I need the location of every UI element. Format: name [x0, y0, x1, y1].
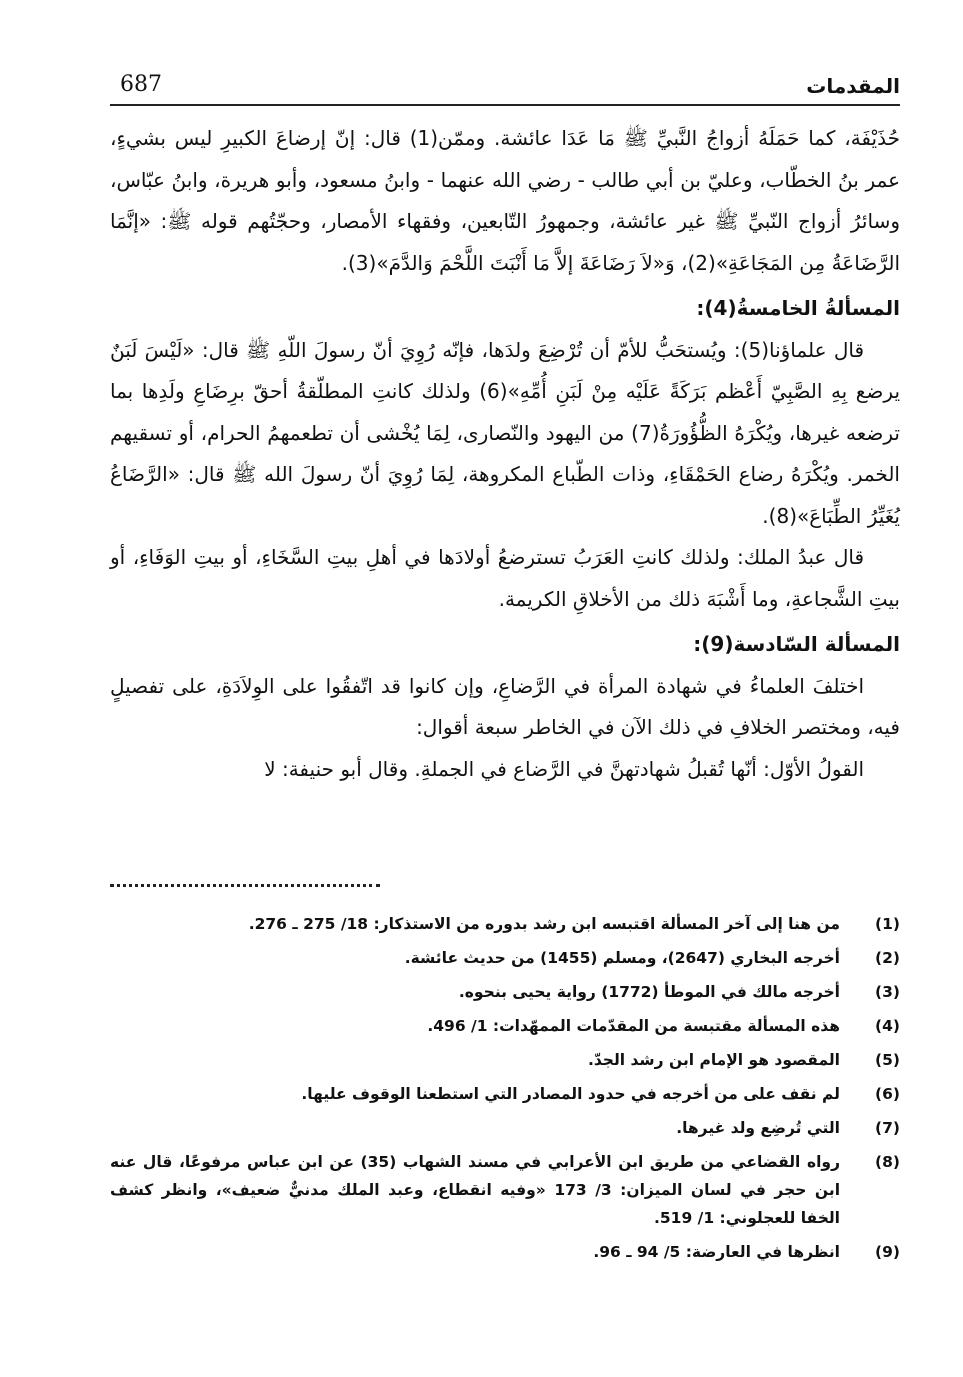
footnote — [110, 978, 900, 1006]
footnote — [110, 910, 900, 938]
footnote-number: (2) — [875, 949, 900, 967]
footnote-number: (4) — [875, 1017, 900, 1035]
footnote-text: هذه المسألة مقتبسة من المقدّمات الممهّدات: 1/ 496. — [427, 1017, 840, 1035]
footnote-text: لم نقف على من أخرجه في حدود المصادر التي استطعنا الوقوف عليها. — [301, 1085, 840, 1103]
footnote — [110, 1148, 900, 1232]
paragraph: اختلفَ العلماءُ في شهادة المرأة في الرَّضاعِ، وإن كانوا قد اتّفقُوا على الوِلاَدَةِ، على تفصيلٍ فيه، ومختصر الخلافِ في ذلك الآن في الخاطر سبعة أقوال: — [110, 673, 900, 739]
footnote-number: (1) — [875, 915, 900, 933]
footnote-number: (5) — [875, 1051, 900, 1069]
paragraph: القولُ الأوّل: أنّها تُقبلُ شهادتهنَّ في الرَّضاع في الجملةِ. وقال أبو حنيفة: لا — [264, 756, 864, 781]
footnote — [110, 944, 900, 972]
footnote — [110, 1114, 900, 1142]
footnotes — [110, 910, 900, 1272]
page-number: 687 — [120, 72, 162, 97]
paragraph: حُذَيْفَة، كما حَمَلَهُ أزواجُ النَّبيِّ ﷺ مَا عَدَا عائشة. وممّن(1) قال: إنّ إرضاعَ الكبيرِ ليس بشيءٍ، عمر بنُ الخطّاب، وعليّ بن أبي طالب - رضي الله عنهما - وابنُ مسعود، وأبو هريرة، وابنُ عبّاس، وسائرُ أزواج النّبيِّ ﷺ غير عائشة، وجمهورُ التّابعين، وفقهاء الأمصار، وحجّتُهم قوله ﷺ: «إنَّمَا الرَّضَاعَةُ مِن المَجَاعَةِ»(2)، وَ«لاَ رَضَاعَةَ إلاَّ مَا أَنْبَتَ اللَّحْمَ وَالدَّمَ»(3). — [110, 126, 900, 275]
page-header — [110, 70, 900, 106]
footnote — [110, 1238, 900, 1266]
paragraph: قال علماؤنا(5): ويُستحَبُّ للأمّ أن تُرْضِعَ ولدَها، فإنّه رُوِيَ أنّ رسولَ اللّهِ ﷺ قال: «لَيْسَ لَبَنٌ يرضع بِهِ الصَّبِيّ أَعْظم بَرَكَةً عَلَيْه مِنْ لَبَنِ أُمِّهِ»(6) ولذلك كانتِ المطلّقةُ أحقّ برِضَاعِ ولَدِها بما ترضعه غيرها، ويُكْرَهُ الظُّؤُورَةُ(7) من اليهود والنّصارى، لِمَا يُخْشى أن تطعمهمُ الحرام، أو تسقيهم الخمر. ويُكْرَهُ رضاع الحَمْقَاءِ، وذات الطّباع المكروهة، لِمَا رُوِيَ أنّ رسولَ الله ﷺ قال: «الرَّضَاعُ يُغَيِّرُ الطِّبَاعَ»(8). — [110, 337, 901, 528]
footnote-number: (3) — [875, 983, 900, 1001]
section-heading: المسألةُ الخامسةُ(4): — [696, 296, 900, 320]
footnote-number: (8) — [875, 1153, 900, 1171]
footnote-text: أخرجه البخاري (2647)، ومسلم (1455) من حديث عائشة. — [404, 949, 840, 967]
footnote-separator — [110, 884, 380, 887]
footnote-text: من هنا إلى آخر المسألة اقتبسه ابن رشد بدوره من الاستذكار: 18/ 275 ـ 276. — [248, 915, 840, 933]
footnote — [110, 1012, 900, 1040]
main-text — [110, 118, 900, 790]
section-heading: المسألة السّادسة(9): — [693, 632, 900, 656]
footnote-number: (6) — [875, 1085, 900, 1103]
footnote-text: التي تُرضِع ولد غيرها. — [676, 1119, 840, 1137]
footnote — [110, 1080, 900, 1108]
paragraph: قال عبدُ الملك: ولذلك كانتِ العَرَبُ تسترضعُ أولادَها في أهلِ بيتِ السَّخَاءِ، أو بيتِ الوَفَاءِ، أو بيتِ الشَّجاعةِ، وما أَشْبَهَ ذلك من الأخلاقِ الكريمة. — [110, 545, 900, 611]
footnote-text: المقصود هو الإمام ابن رشد الجدّ. — [587, 1051, 840, 1069]
footnote — [110, 1046, 900, 1074]
footnote-number: (9) — [875, 1243, 900, 1261]
footnote-number: (7) — [875, 1119, 900, 1137]
footnote-text: رواه القضاعي من طريق ابن الأعرابي في مسند الشهاب (35) عن ابن عباس مرفوعًا، قال عنه ابن حجر في لسان الميزان: 3/ 173 «وفيه انقطاع، وعبد الملك مدنيٌّ ضعيف»، وانظر كشف الخفا للعجلوني: 1/ 519. — [110, 1153, 841, 1227]
footnote-text: أخرجه مالك في الموطأ (1772) رواية يحيى بنحوه. — [458, 983, 840, 1001]
running-title: المقدمات — [806, 74, 900, 98]
footnote-text: انظرها في العارضة: 5/ 94 ـ 96. — [593, 1243, 840, 1261]
